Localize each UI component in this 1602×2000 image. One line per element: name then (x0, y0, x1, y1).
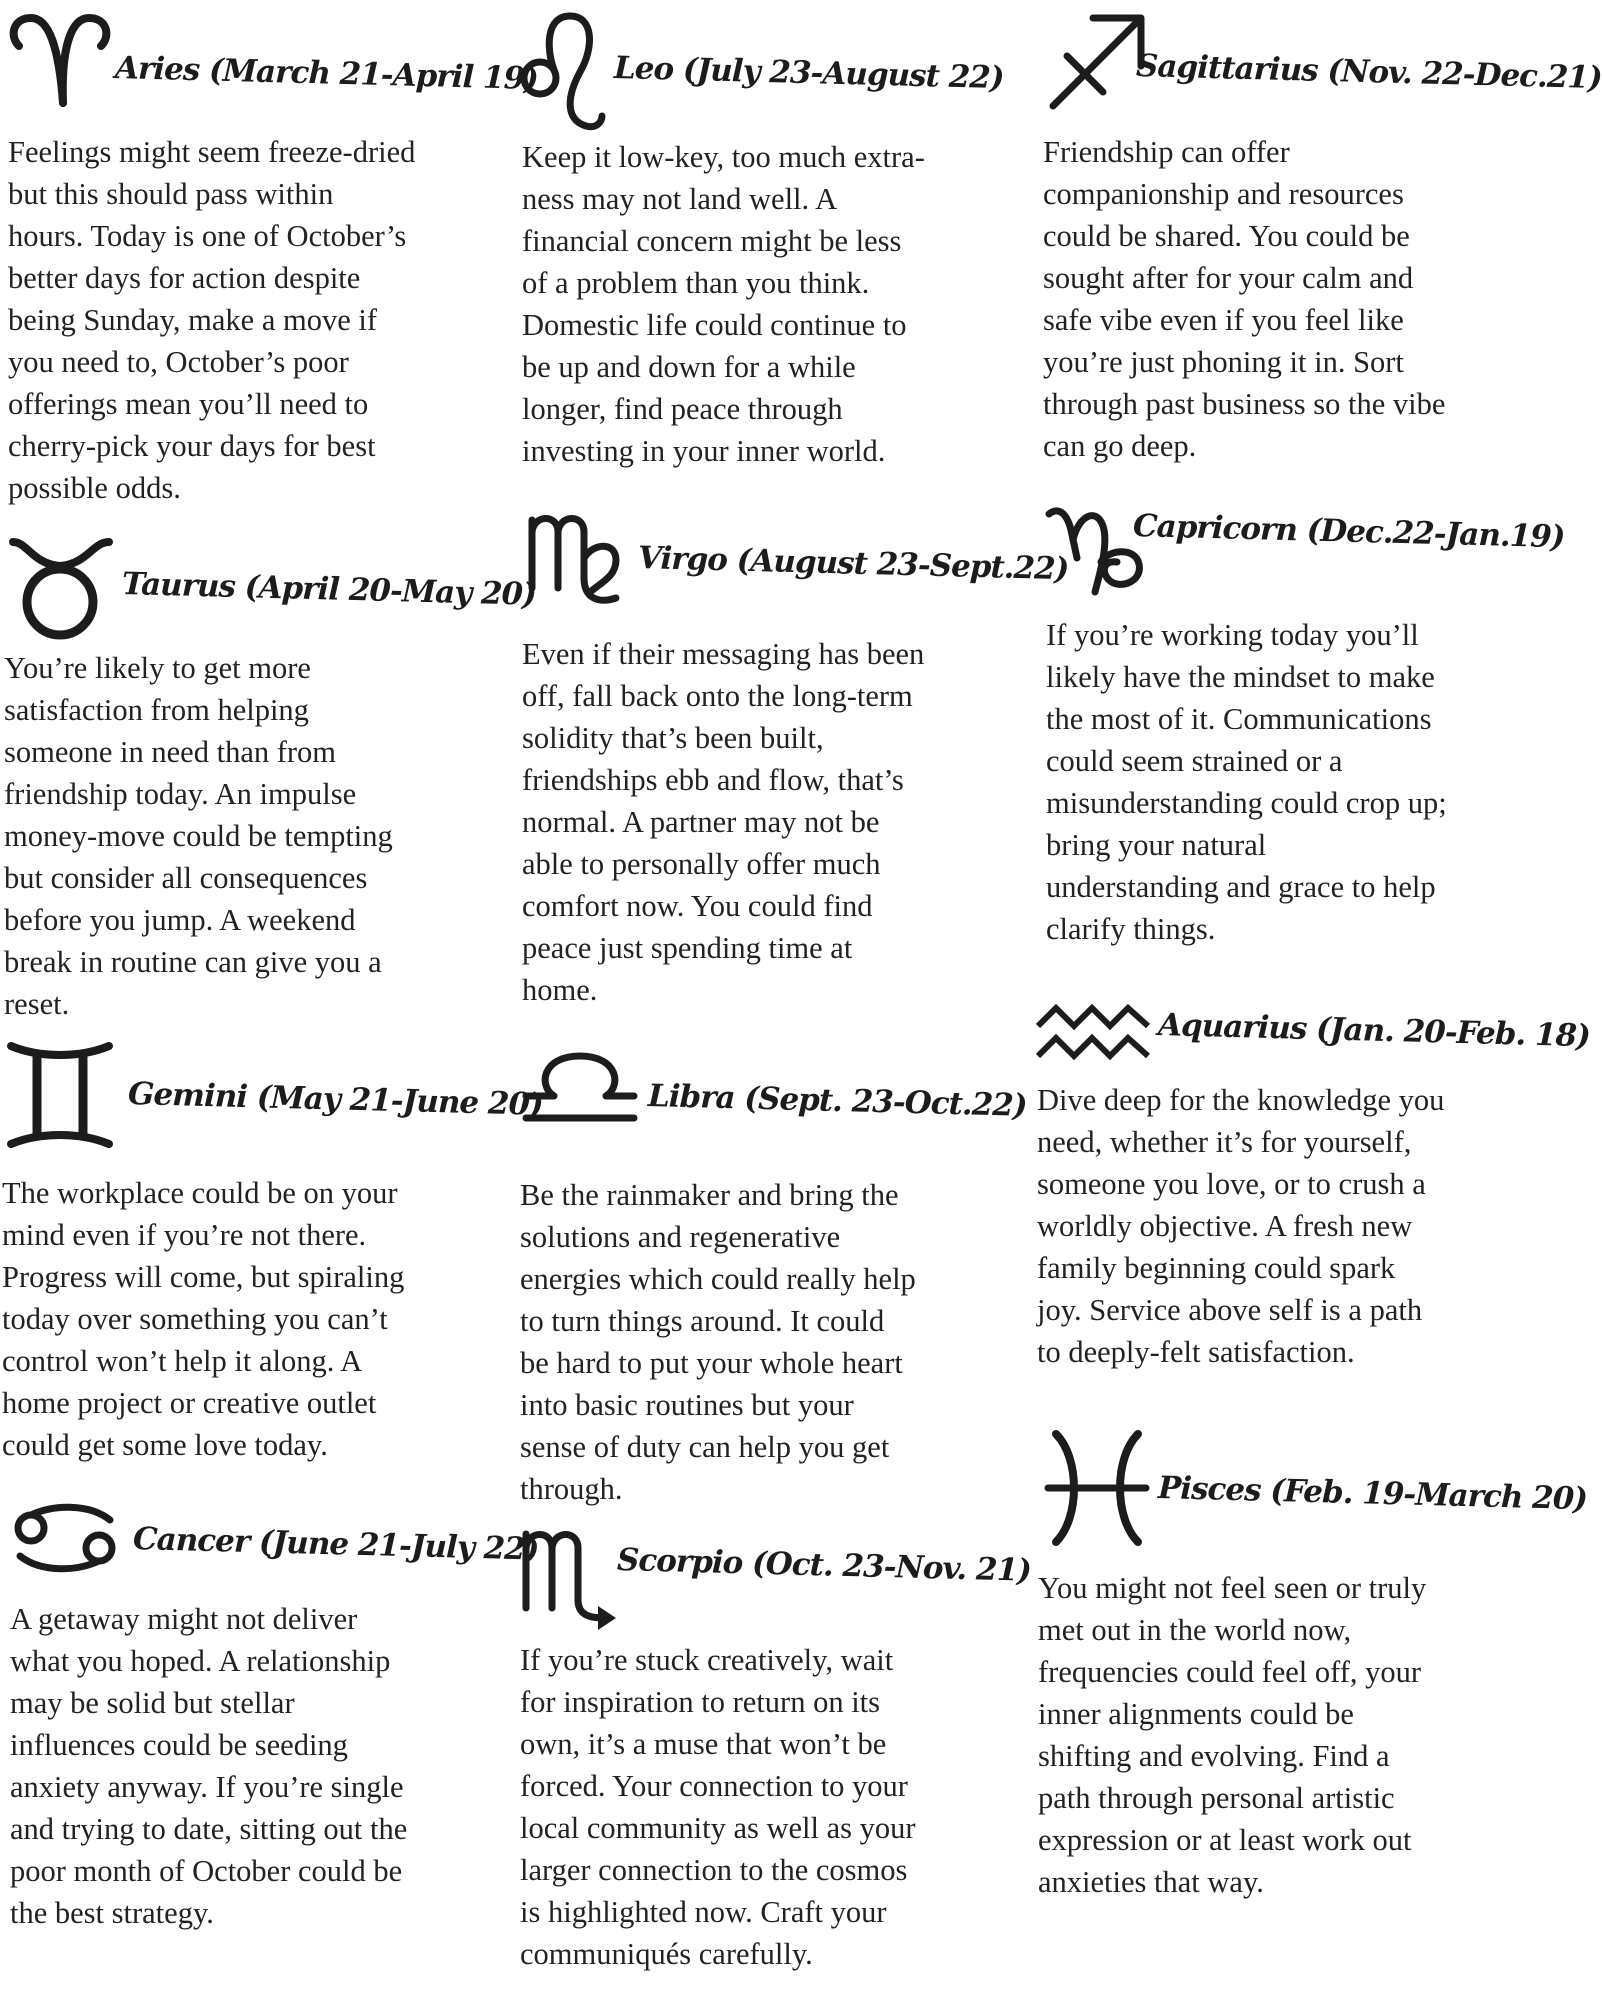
libra-icon (520, 1048, 640, 1128)
aquarius-icon (1032, 1000, 1157, 1065)
sign-text: Friendship can offer companionship and resources could be shared. You could be sought after for your calm and safe vibe even if you feel like you’re just phoning it in. Sort through past business so the vibe can go deep. (1043, 135, 1446, 463)
sign-title: Sagittarius (Nov. 22-Dec.21) (1135, 48, 1602, 97)
sign-text: If you’re stuck creatively, wait for inspiration to return on its own, it’s a muse that won’t be forced. Your connection to your local community as well as your larger connection to the cosmos is highlighted now. Craft your communiqués carefully. (520, 1643, 916, 1971)
sign-text: Dive deep for the knowledge you need, whether it’s for yourself, someone you love, or to crush a worldly objective. A fresh new family beginning could spark joy. Service above self is a path to deeply-felt satisfaction. (1037, 1083, 1445, 1369)
sign-text: If you’re working today you’ll likely have the mindset to make the most of it. Communications could seem strained or a misunderstanding could crop up; bring your natural understanding and grace to help clarify things. (1046, 618, 1447, 946)
virgo-icon (524, 508, 634, 608)
taurus-icon (5, 530, 115, 640)
sign-title: Virgo (August 23-Sept.22) (637, 540, 1069, 588)
sign-title: Aquarius (Jan. 20-Feb. 18) (1157, 1007, 1591, 1055)
sign-title: Capricorn (Dec.22-Jan.19) (1132, 508, 1565, 556)
sign-title: Scorpio (Oct. 23-Nov. 21) (616, 1542, 1032, 1589)
sign-title: Leo (July 23-August 22) (613, 50, 1004, 97)
cancer-icon (5, 1498, 125, 1578)
sign-text: Be the rainmaker and bring the solutions and regenerative energies which could really help to turn things around. It could be hard to put your whole heart into basic routines but your sense of duty can help you get through. (520, 1178, 916, 1506)
sign-text: The workplace could be on your mind even if you’re not there. Progress will come, but spiraling today over something you can’t control won’t help it along. A home project or creative outlet could get some love today. (2, 1176, 405, 1462)
sign-title: Libra (Sept. 23-Oct.22) (647, 1078, 1027, 1124)
sign-text: You’re likely to get more satisfaction from helping someone in need than from friendship today. An impulse money-move could be tempting but consider all consequences before you jump. A weekend break in routine can give you a reset. (4, 651, 393, 1021)
sign-title: Taurus (April 20-May 20) (121, 566, 537, 613)
pisces-icon (1042, 1428, 1152, 1548)
sign-title: Pisces (Feb. 19-March 20) (1157, 1470, 1588, 1518)
sign-text: Feelings might seem freeze-dried but this should pass within hours. Today is one of October’s better days for action despite being Sunday, make a move if you need to, October’s poor offerings mean you’ll need to cherry-pick your days for best possible odds. (8, 135, 416, 505)
aries-icon (5, 8, 115, 108)
sign-text: Keep it low-key, too much extra- ness may not land well. A financial concern might be less of a problem than you think. Domestic life could continue to be up and down for a while longer, find peace through investing in your inner world. (522, 140, 925, 468)
sign-title: Cancer (June 21-July 22) (132, 1521, 539, 1568)
sign-text: You might not feel seen or truly met out in the world now, frequencies could feel off, your inner alignments could be shifting and evolving. Find a path through personal artistic expression or at least work out anxieties that way. (1038, 1571, 1427, 1899)
sagittarius-icon (1045, 8, 1150, 113)
sign-title: Gemini (May 21-June 20) (127, 1076, 544, 1123)
leo-icon (518, 8, 608, 133)
sign-title: Aries (March 21-April 19) (114, 50, 539, 98)
sign-text: A getaway might not deliver what you hoped. A relationship may be solid but stellar influences could be seeding anxiety anyway. If you’re single and trying to date, sitting out the poor month of October could be the best strategy. (10, 1602, 408, 1930)
sign-text: Even if their messaging has been off, fall back onto the long-term solidity that’s been built, friendships ebb and flow, that’s normal. A partner may not be able to personally offer much comfort now. You could find peace just spending time at home. (522, 637, 925, 1007)
gemini-icon (5, 1040, 115, 1150)
